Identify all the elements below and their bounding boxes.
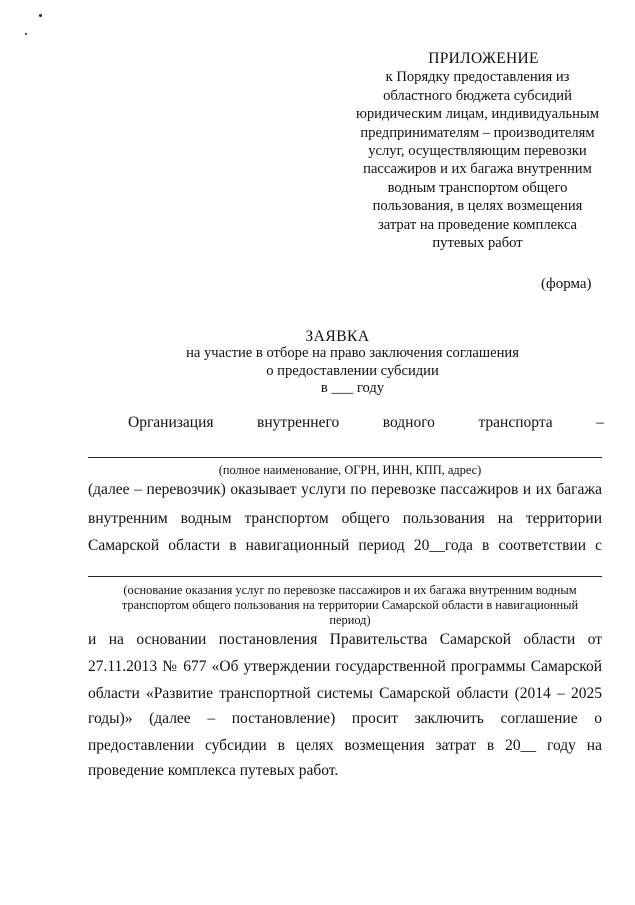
appendix-line: затрат на проведение комплекса [378,216,577,233]
paragraph-line: проведение комплекса путевых работ. [88,762,339,779]
appendix-line: пассажиров и их багажа внутренним [363,161,592,178]
fill-in-line-basis [88,576,602,577]
caption-line: (основание оказания услуг по перевозке пассажиров и их багажа внутренним водным [123,583,577,597]
org-word: водного [382,414,435,431]
org-word: внутреннего [257,414,340,431]
appendix-block [335,50,620,252]
fill-in-line-organization [88,457,602,458]
appendix-line: путевых работ [432,235,523,252]
caption-line: транспортом общего пользования на территории Самарской области в навигационный [121,598,579,612]
subtitle-line: на участие в отборе на право заключения соглашения [186,345,519,361]
application-subtitle [0,345,635,398]
caption-line: период) [329,613,371,627]
org-word: – [596,414,604,431]
paragraph-line: Самарской области в навигационный период 20__года в соответствии с [88,537,602,554]
appendix-line: областного бюджета субсидий [383,87,572,104]
appendix-line: водным транспортом общего [387,179,568,196]
paragraph-line: (далее – перевозчик) оказывает услуги по перевозке пассажиров и их багажа [88,481,602,498]
org-word: Организация [128,414,214,431]
paragraph-line: годы)» (далее – постановление) просит заключить соглашение о [88,710,602,727]
scan-speck [39,14,42,17]
org-word: транспорта [478,414,553,431]
caption-organization: (полное наименование, ОГРН, ИНН, КПП, адрес) [218,463,482,477]
appendix-title: ПРИЛОЖЕНИЕ [428,50,539,67]
paragraph-line: 27.11.2013 № 677 «Об утверждении государственной программы Самарской [88,658,602,675]
paragraph-line: предоставлении субсидии в целях возмещения затрат в 20__ году на [88,737,602,754]
appendix-line: предпринимателям – производителям [360,124,595,141]
application-title: ЗАЯВКА [305,328,370,345]
scan-speck [25,33,27,35]
caption-basis [88,583,602,628]
appendix-line: услуг, осуществляющим перевозки [368,143,587,160]
paragraph-line: внутренним водным транспортом общего пользования на территории [88,510,602,527]
appendix-line: пользования, в целях возмещения [372,198,583,215]
form-mark: (форма) [541,276,592,292]
appendix-line: к Порядку предоставления из [385,69,570,86]
appendix-line: юридическим лицам, индивидуальным [355,106,600,123]
paragraph-line: и на основании постановления Правительства Самарской области от [88,631,602,648]
subtitle-line: в ___ году [320,380,385,397]
paragraph-line: области «Развитие транспортной системы Самарской области (2014 – 2025 [88,685,602,702]
organization-line [128,414,604,432]
subtitle-line: о предоставлении субсидии [266,362,439,379]
